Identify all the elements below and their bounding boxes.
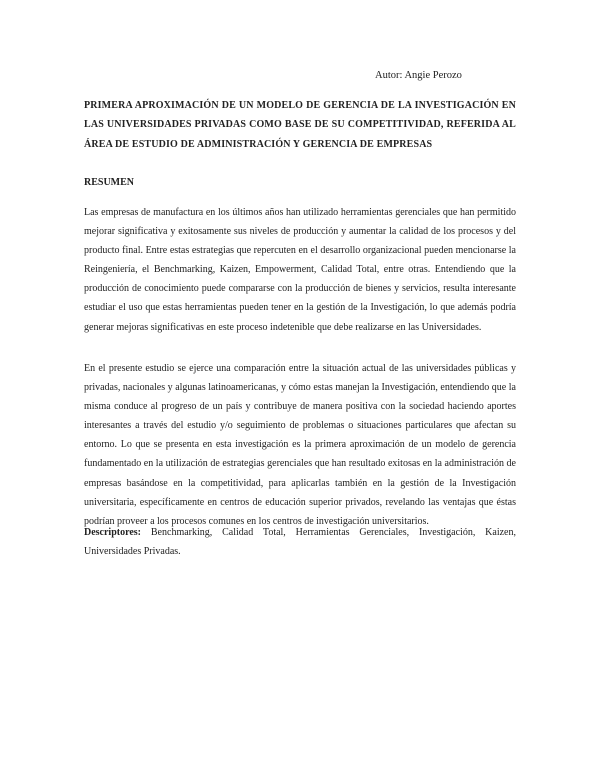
author-line: Autor: Angie Perozo [375, 70, 462, 81]
keywords-paragraph [84, 523, 516, 561]
keywords-list: Benchmarking, Calidad Total, Herramientas Gerenciales, Investigación, Kaizen, Universidades Privadas. [84, 527, 516, 558]
abstract-paragraph-1: Las empresas de manufactura en los últimos años han utilizado herramientas gerenciales que han permitido mejorar significativa y exitosamente sus niveles de producción y aumentar la calidad de los procesos y del producto final. Entre estas estrategias que repercuten en el desarrollo organizacional pueden mencionarse la Reingeniería, el Benchmarking, Kaizen, Empowerment, Calidad Total, entre otras. Entendiendo que la producción de conocimiento puede compararse con la producción de bienes y servicios, resulta interesante estudiar el uso que estas herramientas pueden tener en la gestión de la Investigación, lo que además podría generar mejoras significativas en este proceso indetenible que debe realizarse en las Universidades. [84, 207, 516, 333]
keywords-label: Descriptores: [84, 527, 142, 538]
abstract-heading: RESUMEN [84, 177, 135, 188]
abstract-paragraph-2: En el presente estudio se ejerce una comparación entre la situación actual de las universidades públicas y privadas, nacionales y algunas latinoamericanas, y cómo estas manejan la Investigación, entendiendo que la misma conduce al progreso de un país y contribuye de manera positiva con la sociedad haciendo aportes interesantes a través del estudio y/o seguimiento de problemas o situaciones particulares que afectan su entorno. Lo que se presenta en esta investigación es la primera aproximación de un modelo de gerencia fundamentado en la utilización de estrategias gerenciales que han resultado exitosas en la administración de empresas basándose en la competitividad, para aplicarlas también en la gestión de la Investigación universitaria, específicamente en centros de educación superior privados, revelando las ventajas que éstas podrían proveer a los procesos comunes en los centros de investigación universitarios. [84, 363, 516, 527]
paper-title: PRIMERA APROXIMACIÓN DE UN MODELO DE GERENCIA DE LA INVESTIGACIÓN EN LAS UNIVERSIDADES PRIVADAS COMO BASE DE SU COMPETITIVIDAD, REFERIDA AL ÁREA DE ESTUDIO DE ADMINISTRACIÓN Y GERENCIA DE EMPRESAS [84, 100, 516, 150]
